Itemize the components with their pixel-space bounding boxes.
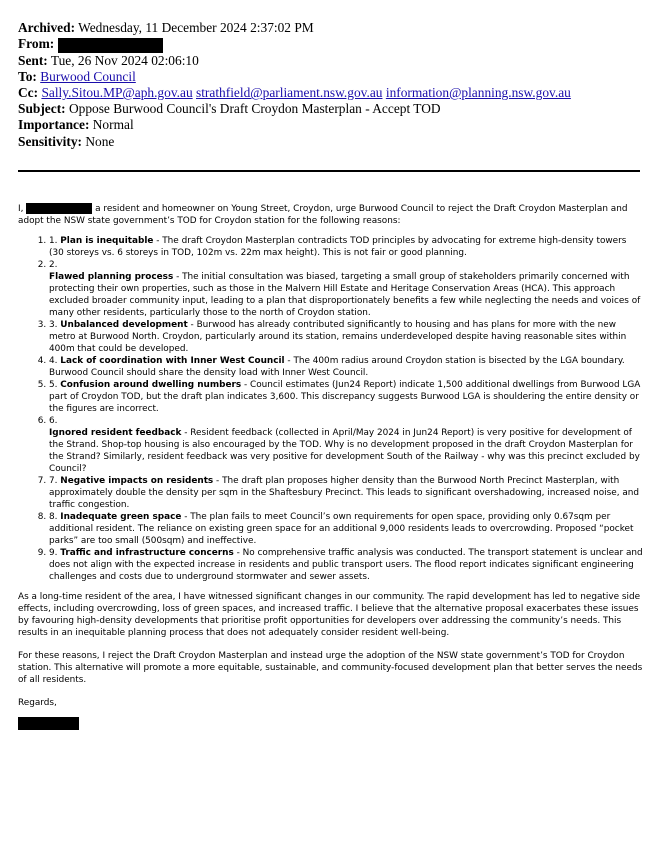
reason-text: - Resident feedback (collected in April/May 2024 in Jun24 Report) is very positive for development of the Strand. Shop-top housing is also encouraged by the TOD. Why is no development proposed in the draft Croydon Masterplan for the Strand? Similarly, resident feedback was very positive for development South of the Railway - why was this precinct excluded by Council?: [49, 428, 640, 474]
reason-item: [49, 511, 643, 547]
reason-item: [49, 547, 643, 583]
reason-text: - No comprehensive traffic analysis was conducted. The transport statement is unclear and does not align with the expected increase in residents and public transport users. The flood report indicates significant engineering challenges and costs due to underground stormwater and sewer assets.: [49, 548, 643, 582]
reason-title: Confusion around dwelling numbers: [60, 380, 242, 390]
archived-row: [18, 20, 571, 36]
reason-item: [49, 355, 643, 379]
reason-title: Plan is inequitable: [60, 236, 154, 246]
redacted-signature: [18, 717, 79, 730]
signature-block: [18, 717, 643, 730]
cc-row: [18, 85, 571, 101]
reason-text: - The initial consultation was biased, targeting a small group of stakeholders primarily concerned with protecting their own properties, such as those in the Malvern Hill Estate and Heritage Conservation Areas (HCA). This approach excluded broader community input, leading to a plan that disproportionately benefits a few while neglecting the needs and voices of many other residents, particularly those to the north of Croydon station.: [49, 272, 641, 318]
redacted-name: [26, 203, 92, 214]
archived-value: Wednesday, 11 December 2024 2:37:02 PM: [78, 20, 314, 35]
reason-number: 4.: [49, 356, 58, 366]
reason-item: [49, 319, 643, 355]
subject-label: Subject:: [18, 101, 66, 117]
reason-text: - The 400m radius around Croydon station is bisected by the LGA boundary. Burwood Council should share the density load with Inner West Council.: [49, 356, 625, 378]
reason-title: Ignored resident feedback: [49, 428, 182, 438]
reason-text: - The draft Croydon Masterplan contradicts TOD principles by advocating for extreme high-density towers (30 storeys vs. 6 storeys in TOD, 102m vs. 22m max height). This is not fair or good planning.: [49, 236, 627, 258]
reason-item: [49, 379, 643, 415]
importance-label: Importance:: [18, 117, 90, 133]
importance-value: Normal: [92, 117, 134, 133]
reason-title: Unbalanced development: [60, 320, 188, 330]
to-link[interactable]: Burwood Council: [40, 68, 136, 84]
reason-number: 7.: [49, 476, 58, 486]
to-label: To:: [18, 68, 37, 84]
sent-label: Sent:: [18, 52, 48, 68]
body-paragraph-2: For these reasons, I reject the Draft Croydon Masterplan and instead urge the adoption of the NSW state government’s TOD for Croydon station. This alternative will promote a more equitable, sustainable, and community-focused development plan that better serves the needs of all residents.: [18, 651, 643, 685]
subject-row: [18, 101, 571, 117]
cc-label: Cc:: [18, 85, 39, 101]
redacted-sender: [58, 38, 163, 53]
reason-text: - Council estimates (Jun24 Report) indicate 1,500 additional dwellings from Burwood LGA part of Croydon TOD, but the draft plan indicates 3,600. This discrepancy suggests Burwood LGA is shouldering the entire density or the figures are incorrect.: [49, 380, 641, 414]
reasons-list: [18, 235, 643, 583]
reason-number: 6.: [49, 416, 58, 426]
reason-number: 3.: [49, 320, 58, 330]
reason-item: [49, 235, 643, 259]
cc-link-1[interactable]: Sally.Sitou.MP@aph.gov.au: [41, 85, 193, 101]
from-row: [18, 36, 571, 52]
reason-number: 8.: [49, 512, 58, 522]
intro-start: I,: [18, 204, 24, 214]
reason-title: Inadequate green space: [60, 512, 182, 522]
to-row: [18, 69, 571, 85]
reason-title: Negative impacts on residents: [60, 476, 214, 486]
subject-value: Oppose Burwood Council's Draft Croydon Masterplan - Accept TOD: [68, 101, 441, 117]
reason-text: - The plan fails to meet Council’s own requirements for open space, providing only 0.67sqm per additional resident. The reliance on existing green space for an additional 9,000 residents leads to overcrowding. Proposed “pocket parks” are too small (500sqm) and ineffective.: [49, 512, 634, 546]
sensitivity-row: [18, 134, 571, 150]
reason-item: [49, 259, 643, 319]
email-body: [18, 203, 643, 730]
reason-number: 9.: [49, 548, 58, 558]
sensitivity-label: Sensitivity:: [18, 133, 82, 149]
body-paragraph-1: As a long-time resident of the area, I have witnessed significant changes in our community. The rapid development has led to negative side effects, including overcrowding, loss of green spaces, and increased traffic. I believe that the alternative proposal exacerbates these issues by favouring high-density developments that prioritise profit opportunities for developers over addressing the community’s needs. This results in an inequitable planning process that does not adequately consider resident well-being.: [18, 592, 641, 638]
from-label: From:: [18, 36, 55, 52]
reason-number: 2.: [49, 260, 58, 270]
reason-text: - The draft plan proposes higher density than the Burwood North Precinct Masterplan, with approximately double the density per sqm in the Shaftesbury Precinct. This leads to significant overshadowing, increased noise, and traffic congestion.: [49, 476, 640, 510]
archived-label: Archived:: [18, 20, 76, 35]
reason-text: - Burwood has already contributed significantly to housing and has plans for more with the new metro at Burwood North. Croydon, particularly around its station, remains underdeveloped despite having reasonable sites within 400m that could be developed.: [49, 320, 627, 354]
importance-row: [18, 117, 571, 133]
intro-paragraph: [18, 203, 643, 227]
sensitivity-value: None: [85, 133, 115, 149]
email-header: [18, 20, 571, 150]
reason-title: Flawed planning process: [49, 272, 174, 282]
intro-rest: a resident and homeowner on Young Street, Croydon, urge Burwood Council to reject the Draft Croydon Masterplan and adopt the NSW state government’s TOD for Croydon station for the following reasons:: [18, 204, 628, 226]
sent-value: Tue, 26 Nov 2024 02:06:10: [50, 52, 199, 68]
header-divider: [18, 170, 640, 172]
reason-item: [49, 415, 643, 475]
sent-row: [18, 53, 571, 69]
closing-text: Regards,: [18, 698, 57, 708]
reason-title: Lack of coordination with Inner West Council: [60, 356, 285, 366]
cc-link-3[interactable]: information@planning.nsw.gov.au: [385, 85, 571, 101]
reason-title: Traffic and infrastructure concerns: [60, 548, 234, 558]
cc-link-2[interactable]: strathfield@parliament.nsw.gov.au: [196, 85, 383, 101]
reason-number: 1.: [49, 236, 58, 246]
reason-item: [49, 475, 643, 511]
reason-number: 5.: [49, 380, 58, 390]
